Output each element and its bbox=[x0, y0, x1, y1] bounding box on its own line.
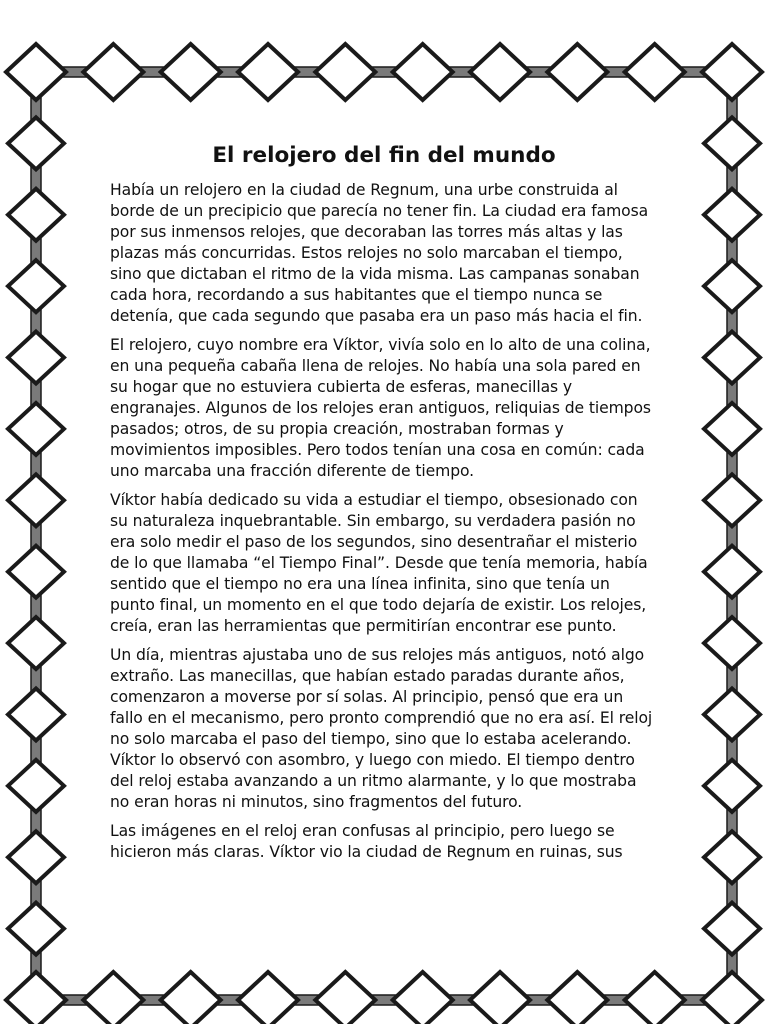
border-diamond bbox=[704, 617, 760, 669]
border-diamond bbox=[704, 117, 760, 169]
border-diamond bbox=[704, 903, 760, 955]
border-diamond bbox=[470, 44, 530, 100]
border-diamond bbox=[8, 403, 64, 455]
border-diamond bbox=[704, 760, 760, 812]
border-diamond bbox=[625, 972, 685, 1024]
border-diamond bbox=[704, 189, 760, 241]
border-diamond bbox=[704, 831, 760, 883]
border-diamond bbox=[704, 546, 760, 598]
border-diamond bbox=[704, 403, 760, 455]
border-diamond bbox=[393, 972, 453, 1024]
border-diamond bbox=[6, 44, 66, 100]
border-diamond bbox=[8, 474, 64, 526]
paragraph-4: Un día, mientras ajustaba uno de sus relojes más antiguos, notó algo extraño. Las manecillas, que habían estado paradas durante años, comenzaron a moverse por sí solas. Al principio, pensó que era un fallo en el mecanismo, pero pronto comprendió que no era así. El reloj no solo marcaba el paso del tiempo, sino que lo estaba acelerando. Víktor lo observó con asombro, y luego con miedo. El tiempo dentro del reloj estaba avanzando a un ritmo alarmante, y lo que mostraba no eran horas ni minutos, sino fragmentos del futuro. bbox=[110, 645, 653, 811]
border-diamond bbox=[8, 688, 64, 740]
border-diamond bbox=[702, 44, 762, 100]
border-diamond bbox=[8, 546, 64, 598]
border-diamond bbox=[547, 972, 607, 1024]
border-diamond bbox=[238, 44, 298, 100]
border-diamond bbox=[8, 260, 64, 312]
border-diamond bbox=[6, 972, 66, 1024]
border-diamond bbox=[704, 688, 760, 740]
border-diamond bbox=[8, 189, 64, 241]
paragraph-1: Había un relojero en la ciudad de Regnum, una urbe construida al borde de un precipicio que parecía no tener fin. La ciudad era famosa por sus inmensos relojes, que decoraban las torres más altas y las plazas más concurridas. Estos relojes no solo marcaban el tiempo, sino que dictaban el ritmo de la vida misma. Las campanas sonaban cada hora, recordando a sus habitantes que el tiempo nunca se detenía, que cada segundo que pasaba era un paso más hacia el fin. bbox=[110, 180, 649, 325]
border-diamond bbox=[315, 972, 375, 1024]
border-diamond bbox=[83, 44, 143, 100]
border-diamond bbox=[8, 760, 64, 812]
border-diamond bbox=[704, 332, 760, 384]
border-diamond bbox=[161, 44, 221, 100]
border-diamond bbox=[83, 972, 143, 1024]
border-diamond bbox=[315, 44, 375, 100]
border-diamond bbox=[547, 44, 607, 100]
border-diamond bbox=[393, 44, 453, 100]
border-diamond bbox=[8, 617, 64, 669]
paragraph-5: Las imágenes en el reloj eran confusas al principio, pero luego se hicieron más claras. Víktor vio la ciudad de Regnum en ruinas, sus bbox=[110, 821, 623, 861]
border-diamond bbox=[625, 44, 685, 100]
document-body bbox=[110, 142, 658, 871]
border-diamond bbox=[8, 903, 64, 955]
border-diamond bbox=[8, 117, 64, 169]
border-diamond bbox=[702, 972, 762, 1024]
border-diamond bbox=[161, 972, 221, 1024]
paragraph-3: Víktor había dedicado su vida a estudiar el tiempo, obsesionado con su naturaleza inquebrantable. Sin embargo, su verdadera pasión no era solo medir el paso de los segundos, sino desentrañar el misterio de lo que llamaba “el Tiempo Final”. Desde que tenía memoria, había sentido que el tiempo no era una línea infinita, sino que tenía un punto final, un momento en el que todo dejaría de existir. Los relojes, creía, eran las herramientas que permitirían encontrar ese punto. bbox=[110, 490, 648, 635]
document-title: El relojero del fin del mundo bbox=[212, 143, 556, 168]
border-diamond bbox=[704, 260, 760, 312]
border-diamond bbox=[238, 972, 298, 1024]
border-diamond bbox=[470, 972, 530, 1024]
border-diamond bbox=[704, 474, 760, 526]
border-diamond bbox=[8, 332, 64, 384]
border-diamond bbox=[8, 831, 64, 883]
paragraph-2: El relojero, cuyo nombre era Víktor, vivía solo en lo alto de una colina, en una pequeña cabaña llena de relojes. No había una sola pared en su hogar que no estuviera cubierta de esferas, manecillas y engranajes. Algunos de los relojes eran antiguos, reliquias de tiempos pasados; otros, de su propia creación, mostraban formas y movimientos imposibles. Pero todos tenían una cosa en común: cada uno marcaba una fracción diferente de tiempo. bbox=[110, 335, 651, 480]
